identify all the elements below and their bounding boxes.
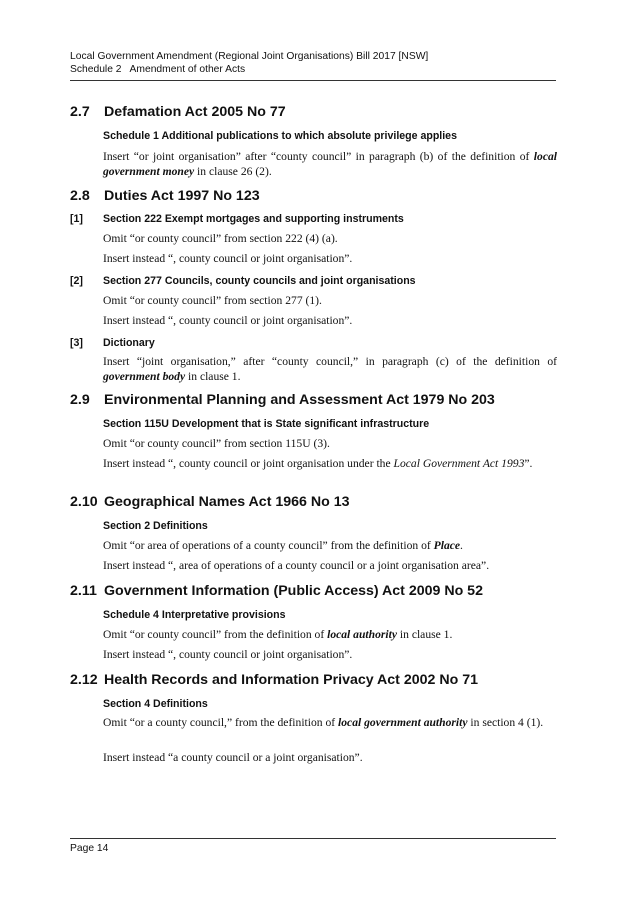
schedule-title: Schedule 2 Amendment of other Acts bbox=[70, 64, 246, 75]
insert-instruction: Insert instead “, county council or joint organisation”. bbox=[103, 252, 353, 265]
footer-rule bbox=[70, 838, 556, 839]
section-number: 2.11 bbox=[70, 583, 97, 599]
omit-instruction: Omit “or a county council,” from the definition of local government authority in section 4 (1). bbox=[103, 716, 544, 729]
section-title: Government Information (Public Access) Act 2009 No 52 bbox=[104, 583, 483, 599]
section-title: Defamation Act 2005 No 77 bbox=[104, 104, 286, 120]
amendment-text: Insert “joint organisation,” after “county council,” in paragraph (c) of the definition of government body in clause 1. bbox=[103, 355, 557, 383]
defined-term: local authority bbox=[327, 628, 397, 641]
amendment-heading: Section 222 Exempt mortgages and supporting instruments bbox=[103, 213, 404, 225]
omit-instruction: Omit “or area of operations of a county council” from the definition of Place. bbox=[103, 539, 463, 552]
section-heading-2-8 bbox=[70, 188, 260, 204]
defined-term: local government money bbox=[103, 150, 557, 178]
header-rule bbox=[70, 80, 556, 81]
amendment-text: Insert “or joint organisation” after “county council” in paragraph (b) of the definition of local government money in clause 26 (2). bbox=[103, 150, 557, 178]
omit-instruction: Omit “or county council” from section 222 (4) (a). bbox=[103, 232, 338, 245]
page-number: Page 14 bbox=[70, 843, 109, 854]
running-header bbox=[70, 50, 560, 76]
insert-instruction: Insert instead “a county council or a joint organisation”. bbox=[103, 751, 363, 764]
amendment-label: [2] bbox=[70, 275, 83, 287]
section-title: Health Records and Information Privacy Act 2002 No 71 bbox=[104, 672, 478, 688]
omit-instruction: Omit “or county council” from section 115U (3). bbox=[103, 437, 330, 450]
section-heading-2-7 bbox=[70, 104, 286, 120]
section-heading-2-11 bbox=[70, 583, 483, 599]
omit-instruction: Omit “or county council” from the definition of local authority in clause 1. bbox=[103, 628, 453, 641]
section-title: Duties Act 1997 No 123 bbox=[104, 188, 260, 204]
subsection-heading: Schedule 4 Interpretative provisions bbox=[103, 609, 286, 621]
section-number: 2.9 bbox=[70, 392, 90, 408]
defined-term: government body bbox=[103, 370, 186, 383]
defined-term: local government authority bbox=[338, 716, 468, 729]
amendment-label: [3] bbox=[70, 337, 83, 349]
amendment-heading: Section 277 Councils, county councils and joint organisations bbox=[103, 275, 416, 287]
insert-instruction: Insert instead “, county council or joint organisation”. bbox=[103, 314, 353, 327]
subsection-heading: Schedule 1 Additional publications to which absolute privilege applies bbox=[103, 130, 457, 142]
section-number: 2.7 bbox=[70, 104, 90, 120]
subsection-heading: Section 115U Development that is State significant infrastructure bbox=[103, 418, 430, 430]
amendment-label: [1] bbox=[70, 213, 83, 225]
act-name: Local Government Act 1993 bbox=[393, 457, 525, 470]
defined-term: Place bbox=[433, 539, 461, 552]
section-title: Environmental Planning and Assessment Act 1979 No 203 bbox=[104, 392, 495, 408]
section-heading-2-10 bbox=[70, 494, 350, 510]
omit-instruction: Omit “or county council” from section 277 (1). bbox=[103, 294, 322, 307]
section-number: 2.12 bbox=[70, 672, 98, 688]
section-number: 2.10 bbox=[70, 494, 98, 510]
subsection-heading: Section 2 Definitions bbox=[103, 520, 208, 532]
bill-title: Local Government Amendment (Regional Joint Organisations) Bill 2017 [NSW] bbox=[70, 51, 429, 62]
subsection-heading: Section 4 Definitions bbox=[103, 698, 208, 710]
section-number: 2.8 bbox=[70, 188, 90, 204]
insert-instruction: Insert instead “, county council or joint organisation under the Local Government Act 1993”. bbox=[103, 457, 533, 470]
section-heading-2-9 bbox=[70, 392, 495, 408]
insert-instruction: Insert instead “, area of operations of a county council or a joint organisation area”. bbox=[103, 559, 490, 572]
section-title: Geographical Names Act 1966 No 13 bbox=[104, 494, 350, 510]
amendment-heading: Dictionary bbox=[103, 337, 155, 349]
section-heading-2-12 bbox=[70, 672, 478, 688]
insert-instruction: Insert instead “, county council or joint organisation”. bbox=[103, 648, 353, 661]
